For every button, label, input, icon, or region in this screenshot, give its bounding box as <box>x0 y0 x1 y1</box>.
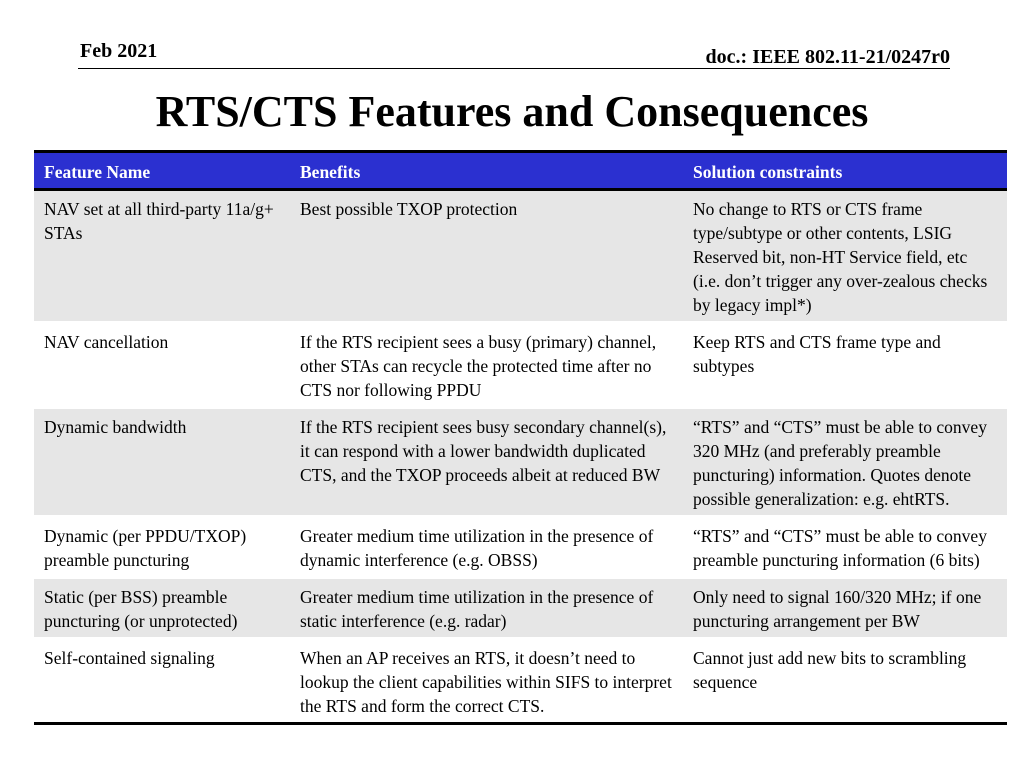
constraint-cell: “RTS” and “CTS” must be able to convey 320 MHz (and preferably preamble puncturing) information. Quotes denote possible generalization: e.g. ehtRTS. <box>693 417 987 509</box>
header-doc-id: doc.: IEEE 802.11-21/0247r0 <box>705 46 950 68</box>
constraint-cell: No change to RTS or CTS frame type/subtype or other contents, LSIG Reserved bit, non-HT Service field, etc (i.e. don’t trigger any over-zealous checks by legacy impl*) <box>693 199 988 315</box>
benefit-cell: When an AP receives an RTS, it doesn’t need to lookup the client capabilities within SIFS to interpret the RTS and form the correct CTS. <box>300 648 672 716</box>
table-row <box>34 323 1007 408</box>
constraint-cell: Cannot just add new bits to scrambling sequence <box>693 648 967 692</box>
constraint-cell: “RTS” and “CTS” must be able to convey preamble puncturing information (6 bits) <box>693 526 987 570</box>
feature-cell: NAV set at all third-party 11a/g+ STAs <box>44 199 274 243</box>
slide-title: RTS/CTS Features and Consequences <box>155 87 869 136</box>
table-header-row <box>34 152 1007 190</box>
header-divider <box>78 68 950 69</box>
constraint-cell: Only need to signal 160/320 MHz; if one puncturing arrangement per BW <box>693 587 982 631</box>
column-header-feature-name: Feature Name <box>44 162 151 182</box>
constraint-cell: Keep RTS and CTS frame type and subtypes <box>693 332 941 376</box>
table-row <box>34 408 1007 517</box>
feature-cell: Dynamic (per PPDU/TXOP) preamble puncturing <box>44 526 247 570</box>
benefit-cell: If the RTS recipient sees a busy (primary) channel, other STAs can recycle the protected time after no CTS nor following PPDU <box>300 332 657 400</box>
benefit-cell: If the RTS recipient sees busy secondary channel(s), it can respond with a lower bandwidth duplicated CTS, and the TXOP proceeds albeit at reduced BW <box>300 417 667 485</box>
header-date: Feb 2021 <box>80 40 158 62</box>
feature-cell: Dynamic bandwidth <box>44 417 187 437</box>
column-header-solution-constraints: Solution constraints <box>693 162 843 182</box>
benefit-cell: Greater medium time utilization in the presence of dynamic interference (e.g. OBSS) <box>300 526 654 570</box>
benefit-cell: Greater medium time utilization in the presence of static interference (e.g. radar) <box>300 587 654 631</box>
table-row <box>34 517 1007 578</box>
features-table <box>34 150 1007 725</box>
feature-cell: NAV cancellation <box>44 332 169 352</box>
feature-cell: Static (per BSS) preamble puncturing (or unprotected) <box>44 587 238 631</box>
table-row <box>34 190 1007 323</box>
column-header-benefits: Benefits <box>300 162 361 182</box>
table-row <box>34 639 1007 724</box>
feature-cell: Self-contained signaling <box>44 648 215 668</box>
table-row <box>34 578 1007 639</box>
benefit-cell: Best possible TXOP protection <box>300 199 518 219</box>
